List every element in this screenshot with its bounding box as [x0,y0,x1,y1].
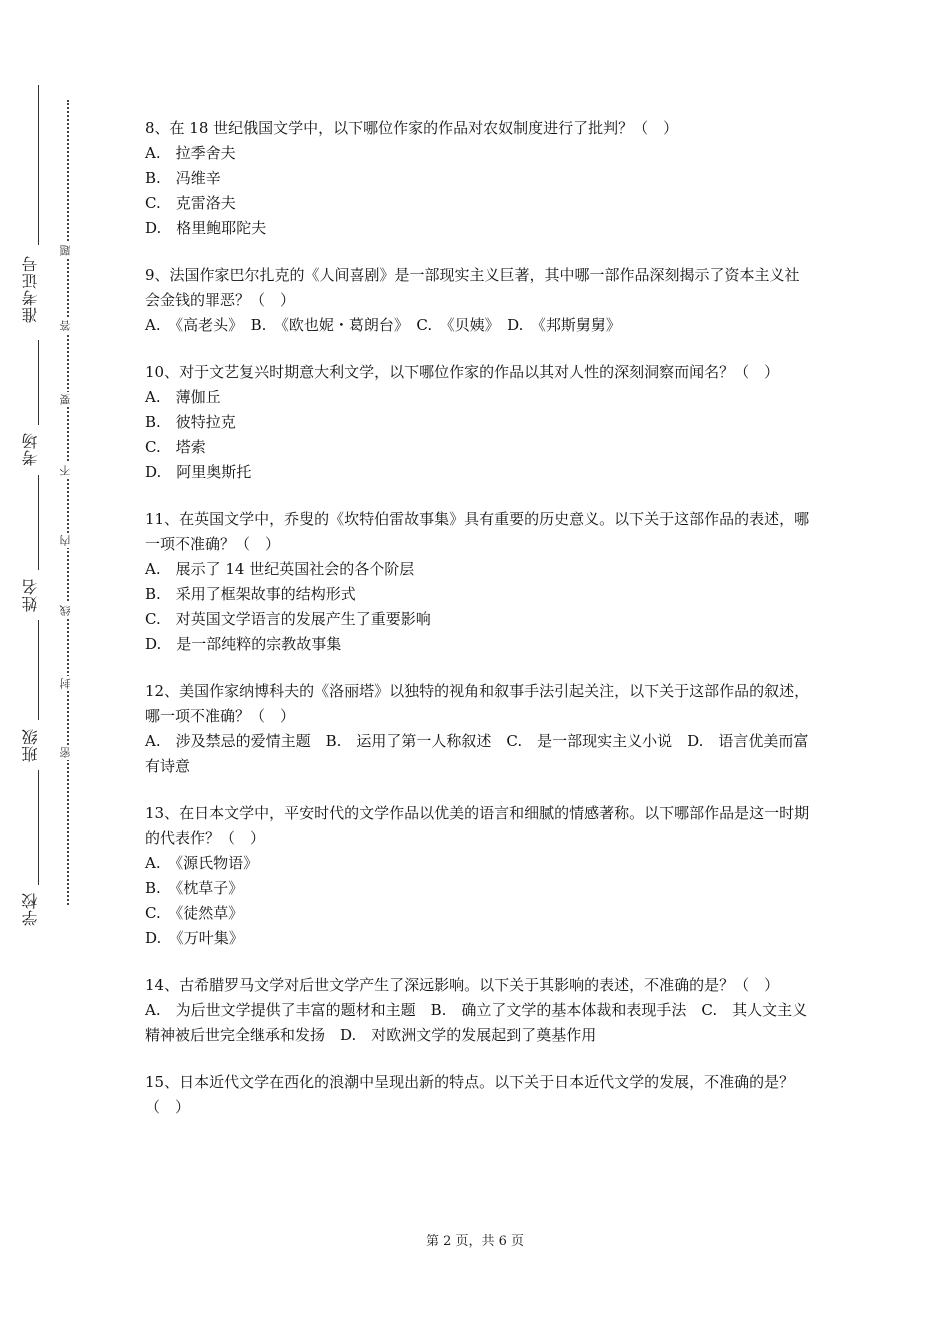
option-d: D. 阿里奥斯托 [145,463,252,481]
seal-char: 答 [59,320,72,331]
seal-char: 不 [59,465,72,476]
question-stem: 9、法国作家巴尔扎克的《人间喜剧》是一部现实主义巨著，其中哪一部作品深刻揭示了资本主义社会金钱的罪恶？（ ） [145,266,800,309]
question-stem: 12、美国作家纳博科夫的《洛丽塔》以独特的视角和叙事手法引起关注，以下关于这部作品的叙述，哪一项不准确？（ ） [145,682,810,725]
question-9 [145,263,810,338]
class-line [38,770,39,885]
option-a: A. 展示了 14 世纪英国社会的各个阶层 [145,560,415,578]
option-d: D. 《万叶集》 [145,929,244,947]
seal-char: 线 [59,605,72,616]
question-stem: 11、在英国文学中，乔叟的《坎特伯雷故事集》具有重要的历史意义。以下关于这部作品的表述，哪一项不准确？（ ） [145,510,810,553]
question-stem: 10、对于文艺复兴时期意大利文学，以下哪位作家的作品以其对人性的深刻洞察而闻名？（ ） [145,363,780,381]
exam-id-line [38,340,39,425]
question-14 [145,973,810,1048]
option-c: C. 《徒然草》 [145,904,244,922]
inline-options: A. 《高老头》 B. 《欧也妮・葛朗台》 C. 《贝姨》 D. 《邦斯舅舅》 [145,316,621,334]
exam-room-line [38,475,39,570]
inline-options: A. 为后世文学提供了丰富的题材和主题 B. 确立了文学的基本体裁和表现手法 C. 其人文主义精神被后世完全继承和发扬 D. 对欧洲文学的发展起到了奠基作用 [145,1001,808,1044]
question-13 [145,801,810,951]
page-number: 第 2 页，共 6 页 [425,1234,525,1249]
option-a: A. 拉季舍夫 [145,144,236,162]
option-b: B. 采用了框架故事的结构形式 [145,585,356,603]
option-b: B. 彼特拉克 [145,413,236,431]
question-stem: 15、日本近代文学在西化的浪潮中呈现出新的特点。以下关于日本近代文学的发展，不准确的是？（ ） [145,1073,795,1116]
exam-id-label: 准考证号 [21,255,40,323]
question-stem: 13、在日本文学中，平安时代的文学作品以优美的语言和细腻的情感著称。以下哪部作品是这一时期的代表作？（ ） [145,804,810,847]
question-8 [145,116,810,241]
option-c: C. 塔索 [145,438,206,456]
option-d: D. 是一部纯粹的宗教故事集 [145,635,342,653]
exam-room-label: 考场 [21,432,40,466]
option-a: A. 《源氏物语》 [145,854,259,872]
seal-char: 内 [59,535,72,546]
class-label: 班级 [21,728,40,762]
school-label: 学校 [21,892,40,926]
question-stem: 8、在 18 世纪俄国文学中，以下哪位作家的作品对农奴制度进行了批判？（ ） [145,119,679,137]
seal-char: 密 [59,747,72,758]
question-stem: 14、古希腊罗马文学对后世文学产生了深远影响。以下关于其影响的表述，不准确的是？（ ） [145,976,780,994]
seal-dotted-line [67,100,69,905]
option-a: A. 薄伽丘 [145,388,221,406]
option-c: C. 对英国文学语言的发展产生了重要影响 [145,610,431,628]
inline-options: A. 涉及禁忌的爱情主题 B. 运用了第一人称叙述 C. 是一部现实主义小说 D. 语言优美而富有诗意 [145,732,809,775]
question-list [145,116,810,1142]
margin-line [38,85,39,245]
option-d: D. 格里鲍耶陀夫 [145,219,267,237]
option-c: C. 克雷洛夫 [145,194,236,212]
seal-char: 要 [59,394,72,405]
question-10 [145,360,810,485]
question-12 [145,679,810,779]
name-line [38,620,39,720]
option-b: B. 《枕草子》 [145,879,244,897]
name-label: 姓名 [21,578,40,612]
option-b: B. 冯维辛 [145,169,221,187]
binding-margin [0,0,90,1344]
question-11 [145,507,810,657]
seal-char: 封 [59,678,72,689]
question-15 [145,1070,810,1120]
seal-char: 题 [59,245,72,256]
